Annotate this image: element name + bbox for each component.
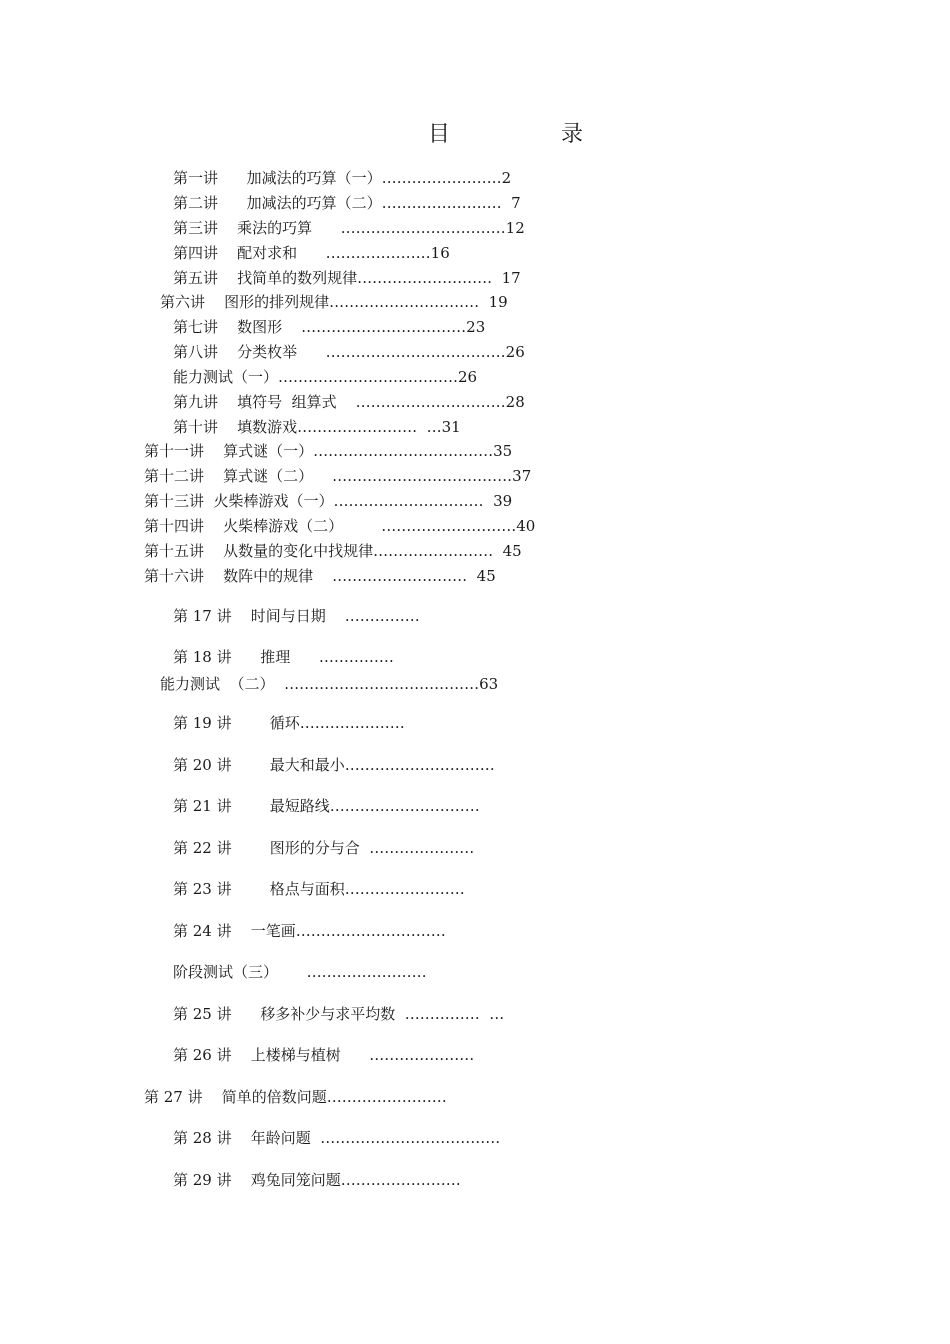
toc-entry: 第十五讲 从数量的变化中找规律…………………… 45 [144,542,522,560]
toc-entry: 第 19 讲 循环………………… [173,714,405,732]
toc-entry: 能力测试 （二） …………………………………63 [160,675,499,693]
toc-entry: 第九讲 填符号 组算式 …………………………28 [173,393,525,411]
toc-entry: 第 24 讲 一笔画………………………… [173,922,446,940]
toc-entry: 第十讲 填数游戏…………………… …31 [173,418,461,436]
toc-entry: 第二讲 加减法的巧算（二）…………………… 7 [173,194,521,212]
toc-entry: 第十六讲 数阵中的规律 ……………………… 45 [144,567,496,585]
toc-entry: 第 20 讲 最大和最小………………………… [173,756,495,774]
toc-entry: 第四讲 配对求和 …………………16 [173,244,450,262]
toc-entry: 第 17 讲 时间与日期 …………… [173,607,420,625]
toc-entry: 第八讲 分类枚举 ………………………………26 [173,343,525,361]
toc-entry: 第 22 讲 图形的分与合 ………………… [173,839,475,857]
toc-entry: 第 23 讲 格点与面积…………………… [173,880,465,898]
toc-entry: 阶段测试（三） …………………… [173,963,427,981]
toc-entry: 第一讲 加减法的巧算（一）……………………2 [173,169,512,187]
toc-entry: 第六讲 图形的排列规律………………………… 19 [160,293,508,311]
toc-entry: 第 26 讲 上楼梯与植树 ………………… [173,1046,475,1064]
toc-entry: 第 28 讲 年龄问题 ……………………………… [173,1129,501,1147]
toc-entry: 第 29 讲 鸡兔同笼问题…………………… [173,1171,461,1189]
toc-entry: 第 27 讲 简单的倍数问题…………………… [144,1088,447,1106]
toc-entry: 第 21 讲 最短路线………………………… [173,797,480,815]
toc-entry: 第三讲 乘法的巧算 ……………………………12 [173,219,525,237]
toc-entry: 第 25 讲 移多补少与求平均数 …………… … [173,1005,505,1023]
toc-entry: 能力测试（一）………………………………26 [173,368,478,386]
toc-entry: 第五讲 找简单的数列规律……………………… 17 [173,269,521,287]
toc-entry: 第 18 讲 推理 …………… [173,648,394,666]
toc-entry: 第十一讲 算式谜（一）………………………………35 [144,442,513,460]
toc-entry: 第十三讲 火柴棒游戏（一）………………………… 39 [144,492,513,510]
toc-entry: 第十二讲 算式谜（二） ………………………………37 [144,467,532,485]
toc-entry: 第七讲 数图形 ……………………………23 [173,318,486,336]
toc-entry: 第十四讲 火柴棒游戏（二） ………………………40 [144,517,536,535]
toc-title: 目 录 [428,122,635,147]
